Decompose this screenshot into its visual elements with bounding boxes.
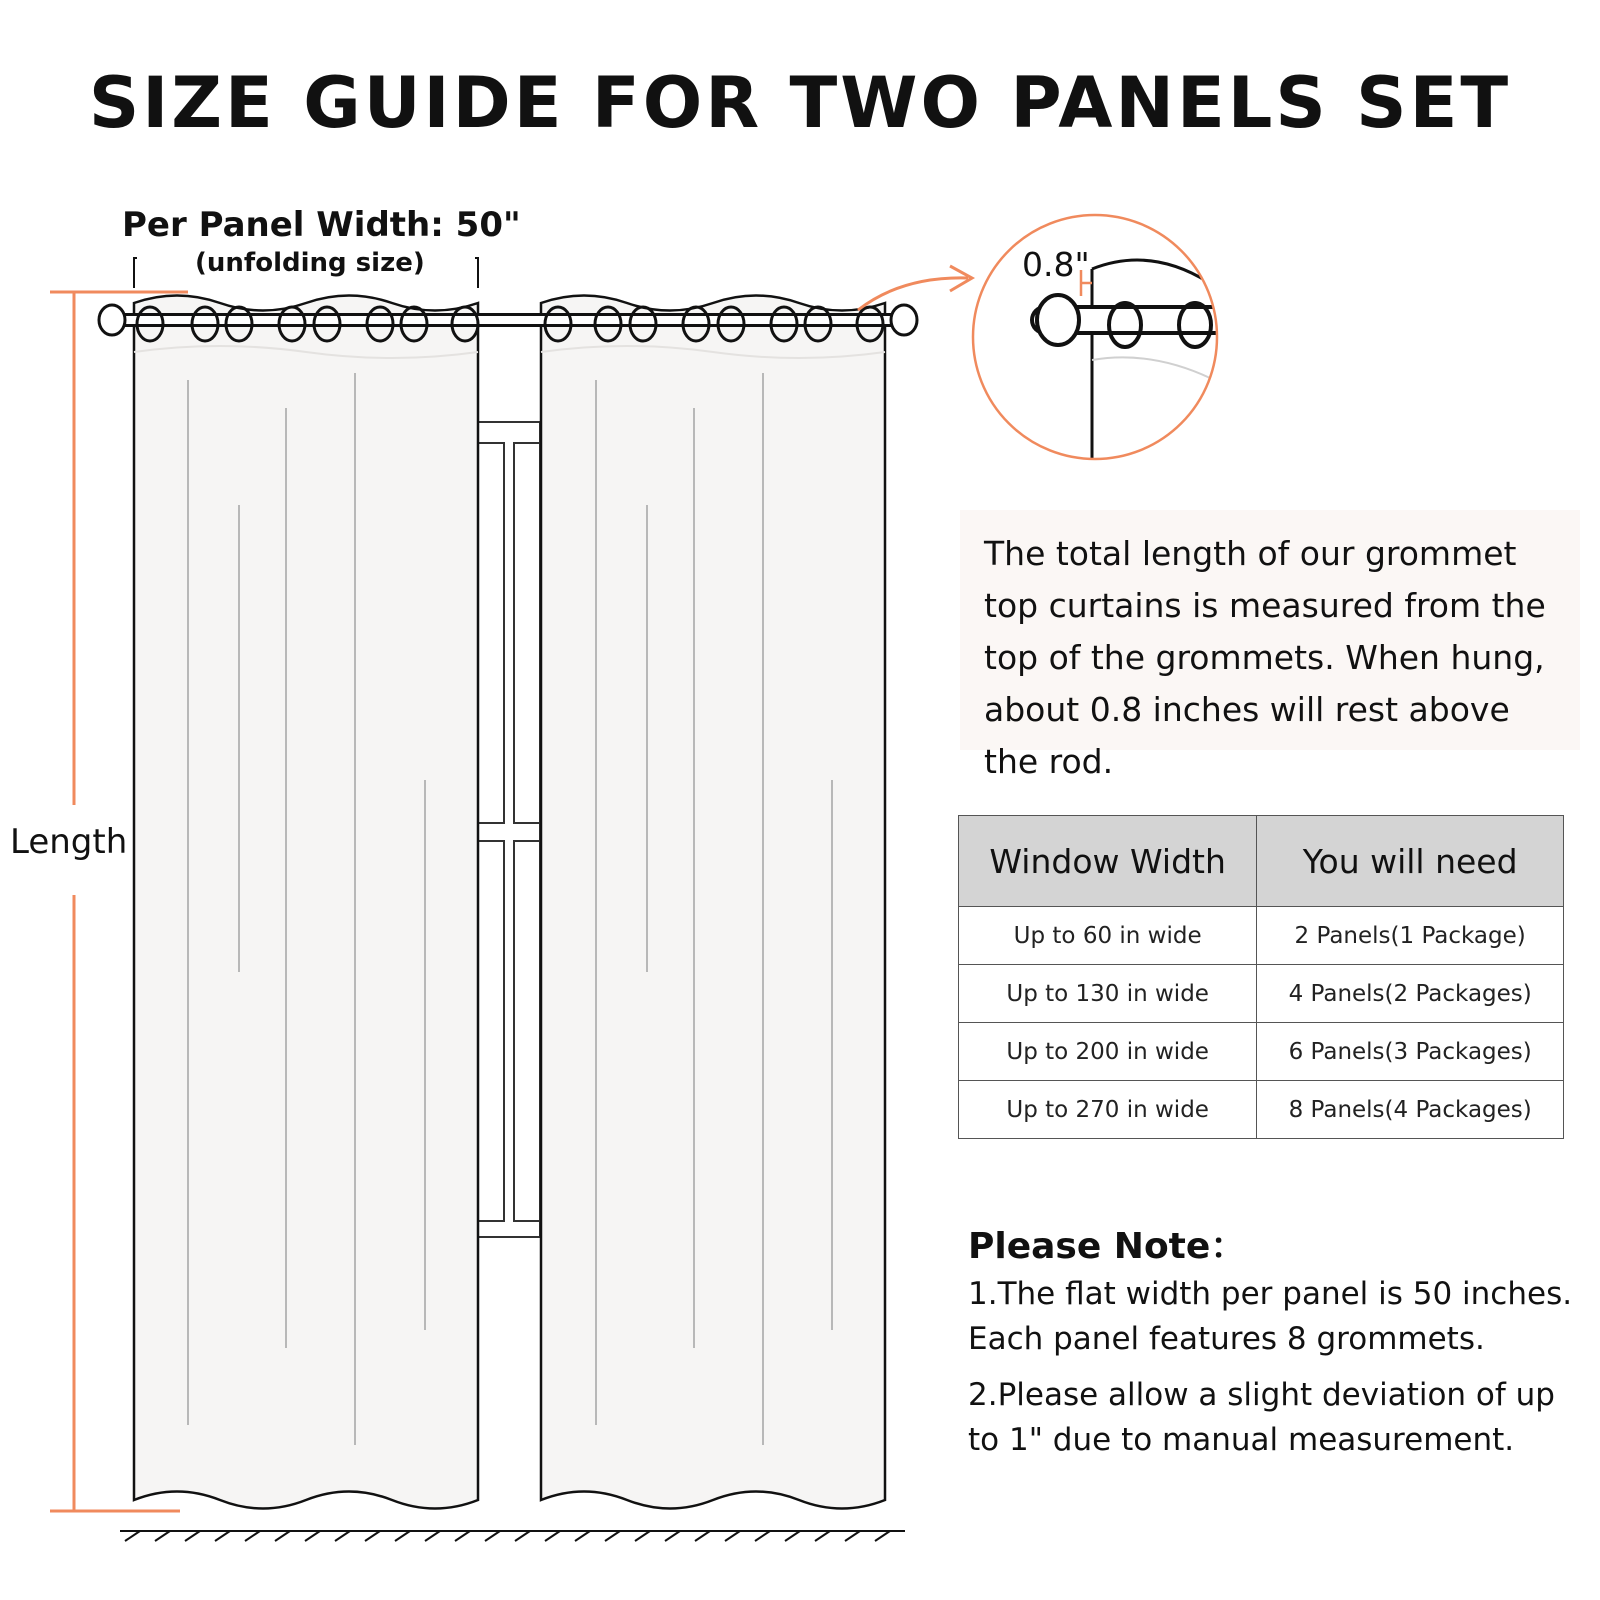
info-text: The total length of our grommet top curtains is measured from the top of the grommets. When hung, about 0.8 inches will rest above the rod. xyxy=(984,534,1546,781)
page-title: SIZE GUIDE FOR TWO PANELS SET xyxy=(88,62,1512,144)
header-you-will-need: You will need xyxy=(1257,816,1564,907)
table-cell: 8 Panels(4 Packages) xyxy=(1257,1081,1564,1139)
window-frame xyxy=(478,422,540,1237)
panel-width-label: Per Panel Width: 50" xyxy=(122,205,521,245)
table-cell: Up to 200 in wide xyxy=(959,1023,1257,1081)
table-cell: Up to 270 in wide xyxy=(959,1081,1257,1139)
table-row xyxy=(959,1023,1564,1081)
rod-finial-right xyxy=(891,305,917,335)
note-item: 1.The flat width per panel is 50 inches. Each panel features 8 grommets. xyxy=(968,1276,1573,1357)
panels-needed-table xyxy=(958,815,1564,1139)
left-curtain-panel xyxy=(134,296,478,1509)
header-window-width: Window Width xyxy=(959,816,1257,907)
rod-finial-left xyxy=(99,305,125,335)
width-bracket xyxy=(134,258,478,288)
table-cell: 2 Panels(1 Package) xyxy=(1257,907,1564,965)
length-label: Length xyxy=(10,822,128,862)
table-row xyxy=(959,1081,1564,1139)
grommet-detail-view xyxy=(970,210,1220,465)
table-cell: Up to 130 in wide xyxy=(959,965,1257,1023)
note-heading: Please Note： xyxy=(968,1226,1247,1267)
table-cell: 6 Panels(3 Packages) xyxy=(1257,1023,1564,1081)
note-item: 2.Please allow a slight deviation of up to 1" due to manual measurement. xyxy=(968,1377,1555,1458)
unfolding-size-label: (unfolding size) xyxy=(195,248,425,278)
table-cell: Up to 60 in wide xyxy=(959,907,1257,965)
table-row xyxy=(959,965,1564,1023)
grommet-dimension-label: 0.8" xyxy=(1022,245,1090,284)
right-curtain-panel xyxy=(541,296,885,1509)
info-box xyxy=(960,510,1580,781)
floor-hatch xyxy=(125,1531,890,1541)
table-row xyxy=(959,907,1564,965)
table-header-row xyxy=(959,816,1564,907)
table-cell: 4 Panels(2 Packages) xyxy=(1257,965,1564,1023)
